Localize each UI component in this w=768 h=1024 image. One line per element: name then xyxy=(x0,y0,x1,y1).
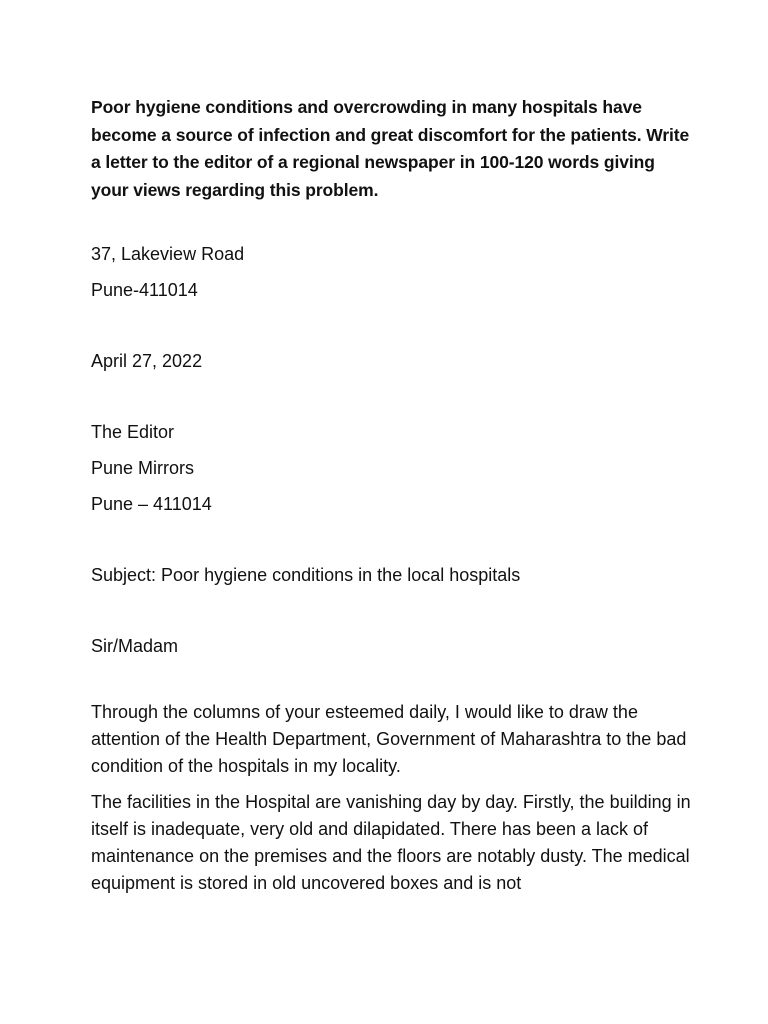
spacer xyxy=(91,204,691,236)
recipient-line3: Pune – 411014 xyxy=(91,494,212,514)
body-paragraph-2: The facilities in the Hospital are vanishing day by day. Firstly, the building in itself is inadequate, very old and dilapidated. There has been a lack of maintenance on the premises and the floors are notably dusty. The medical equipment is stored in old uncovered boxes and is not xyxy=(91,792,691,893)
letter-subject: Subject: Poor hygiene conditions in the local hospitals xyxy=(91,565,521,585)
letter-content xyxy=(91,94,691,897)
sender-address-line2: Pune-411014 xyxy=(91,280,198,300)
recipient-line2: Pune Mirrors xyxy=(91,458,195,478)
letter-date: April 27, 2022 xyxy=(91,351,203,371)
spacer xyxy=(91,593,691,628)
spacer xyxy=(91,308,691,343)
sender-address-line1: 37, Lakeview Road xyxy=(91,244,245,264)
body-paragraph-1: Through the columns of your esteemed daily, I would like to draw the attention of the Health Department, Government of Maharashtra to the bad condition of the hospitals in my locality. xyxy=(91,702,687,776)
spacer xyxy=(91,522,691,557)
spacer xyxy=(91,664,691,699)
spacer xyxy=(91,379,691,414)
recipient-line1: The Editor xyxy=(91,422,175,442)
question-prompt: Poor hygiene conditions and overcrowding in many hospitals have become a source of infection and great discomfort for the patients. Write a letter to the editor of a regional newspaper in 100-120 words giving your views regarding this problem. xyxy=(91,97,690,200)
letter-salutation: Sir/Madam xyxy=(91,636,179,656)
spacer xyxy=(91,780,691,789)
